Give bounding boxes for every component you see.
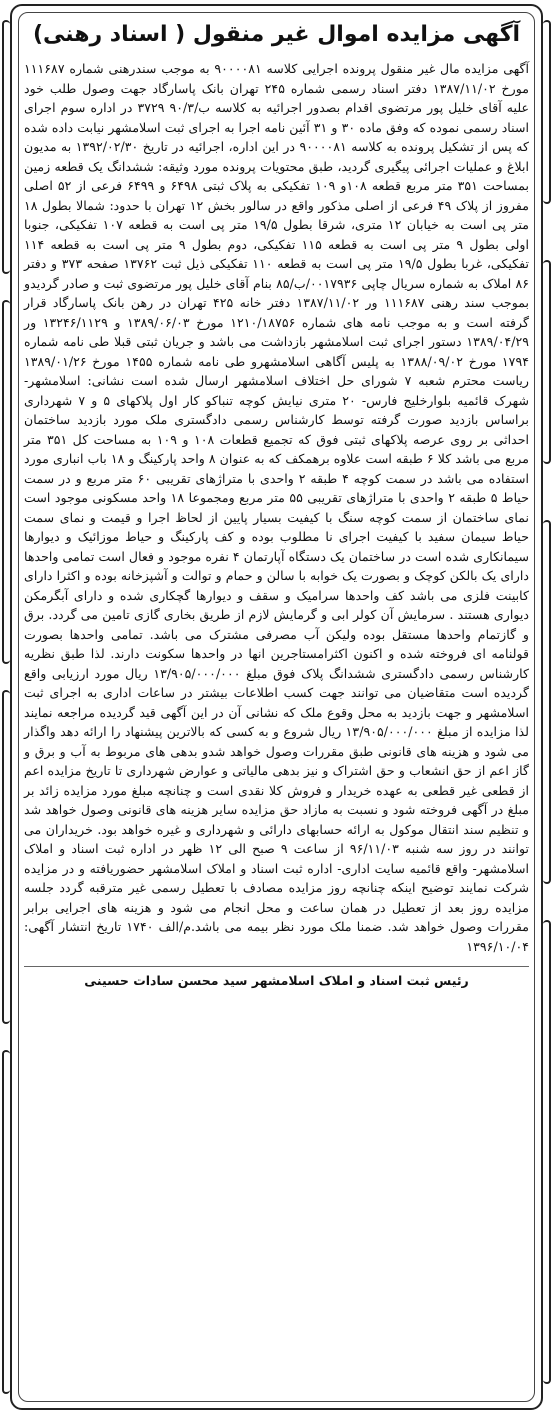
notice-title: آگهی مزایده اموال غیر منقول ( اسناد رهنی) xyxy=(32,22,521,47)
notice-content xyxy=(24,18,529,1394)
bracket-mark xyxy=(543,520,551,884)
notice-signature: رئیس ثبت اسناد و املاک اسلامشهر سید محسن سادات حسینی xyxy=(24,966,529,988)
bracket-mark xyxy=(543,920,551,1384)
notice-body: آگهی مزایده مال غیر منقول پرونده اجرایی کلاسه ۹۰۰۰۰۸۱ به موجب سندرهنی شماره ۱۱۱۶۸۷ مورخ ۱۳۸۷/۱۱/۰۲ دفتر اسناد رسمی شماره ۲۴۵ تهران بانک پاسارگاد جهت وصول طلب خود علیه آقای خلیل پور مرتضوی اقدام بصدور اجرائیه به کلاسه ب/۹۰/۳ ۳۷۲۹ در اداره سوم اجرای اسناد رسمی نموده که وفق ماده ۳۰ و ۳۱ آئین نامه اجرا به اجرای ثبت اسلامشهر نیابت داده شده که پس از تشکیل پرونده به کلاسه ۹۰۰۰۰۸۱ در این اداره، اجرائیه در تاریخ ۱۳۹۲/۰۲/۳۰ به مدیون ابلاغ و عملیات اجرائی پیگیری گردید، طبق محتویات پرونده مورد وثیقه: ششدانگ یک قطعه زمین بمساحت ۳۵۱ متر مربع قطعه ۱۰۸و ۱۰۹ تفکیکی به پلاک ثبتی ۶۴۹۸ و ۶۴۹۹ فرعی از ۵۲ اصلی مفروز از پلاک ۴۹ فرعی از اصلی مذکور واقع در سالور بخش ۱۲ تهران با حدود: شمالا بطول ۱۸ متر پی است به خیابان ۱۲ متری، شرقا بطول ۱۹/۵ متر پی است به قطعه ۱۰۷ تفکیکی، جنوبا اولی بطول ۹ متر پی است به قطعه ۱۱۵ تفکیکی، دوم بطول ۹ متر پی است به قطعه ۱۱۴ تفکیکی، غربا بطول ۱۹/۵ متر پی است به قطعه ۱۱۰ تفکیکی ذیل ثبت ۱۳۷۶۲ صفحه ۳۷۳ و دفتر ۸۶ املاک به شماره سریال چاپی ۰۰۱۷۹۳۶/ب/۸۵ بنام آقای خلیل پور مرتضوی ثبت و صادر گردیدو بموجب سند رهنی ۱۱۱۶۸۷ ور ۱۳۸۷/۱۱/۰۲ دفتر خانه ۴۲۵ تهران در رهن بانک پاسارگاد قرار گرفته است و به موجب نامه های شماره ۱۲۱۰/۱۸۷۵۶ مورخ ۱۳۸۹/۰۶/۰۳ و ۱۳۲۴۶/۱۱۲۹ ور ۱۳۸۹/۰۴/۲۹ دستور اجرای ثبت اسلامشهر بازداشت می باشد و جریان ثبتی قبلا طی نامه شماره ۱۷۹۴ مورخ ۱۳۸۸/۰۹/۰۲ به پلیس آگاهی اسلامشهرو طی نامه شماره ۱۴۵۵ مورخ ۱۳۸۹/۰۱/۲۶ ریاست محترم شعبه ۷ شورای حل اختلاف اسلامشهر ارسال شده است نشانی: اسلامشهر- شهرک قائمیه بلوارخلیج فارس- ۲۰ متری نیایش کوچه تنباکو کار اول پلاکهای ۵ و ۷ شهرداری براساس بازدید صورت گرفته توسط کارشناس رسمی دادگستری ملک مورد بازدید ساختمان احداثی بر روی عرصه پلاکهای ثبتی فوق که تجمیع قطعات ۱۰۸ و ۱۰۹ به مساحت کل ۳۵۱ متر مربع می باشد کلا ۶ طبقه است علاوه برهمکف که به عنوان ۸ واحد پارکینگ و ۱۸ باب انباری مورد استفاده می باشد در سمت کوچه ۴ طبقه ۲ واحدی با متراژهای تقریبی ۶۰ متر مربع و در سمت حیاط ۵ طبقه ۲ واحدی با متراژهای تقریبی ۵۵ متر مربع ومجموعا ۱۸ واحد مسکونی موجود است نمای ساختمان از سمت کوچه سنگ با کیفیت بسیار پایین از لحاظ اجرا و قیمت و نمای سمت حیاط سیمان سفید با کیفیت اجرای نا مطلوب بوده و کف پارکینگ و حیاط موزائیک و دیوارها سیمانکاری شده است در ساختمان یک دستگاه آپارتمان ۴ نفره موجود و فعال است تمامی واحدها دارای یک بالکن کوچک و بصورت یک خوابه با سالن و حمام و توالت و آشپزخانه بوده و اکثرا دارای کابینت فلزی می باشد کف واحدها سرامیک و سقف و دیوارها گچکاری شده و دارای آبگرمکن دیواری هستند . سرمایش آن کولر ابی و گرمایش لازم از طریق بخاری گازی تامین می گردد. برق و گازتمام واحدها مستقل بوده ولیکن آب مصرفی مشترک می باشد. تمامی واحدها بصورت قولنامه ای فروخته شده و اکنون اکثرامستاجرین انها در واحدها سکونت دارند. لذا طبق نظریه کارشناس رسمی دادگستری ششدانگ پلاک فوق مبلغ ۱۳/۹۰۵/۰۰۰/۰۰۰ ریال مورد ارزیابی واقع گردیده است متقاضیان می توانند جهت کسب اطلاعات بیشتر در ساعات اداری به اجرای ثبت اسلامشهر و جهت بازدید به محل وقوع ملک که نشانی آن در این آگهی قید گردیده مراجعه نمایند لذا مزایده از مبلغ ۱۳/۹۰۵/۰۰۰/۰۰۰ ریال شروع و به کسی که بالاترین پیشنهاد را ارائه دهد واگذار می شود و هزینه های قانونی طبق مقررات وصول خواهد شدو بدهی های مربوط به آب و برق و گاز اعم از حق انشعاب و حق اشتراک و نیز بدهی مالیاتی و عوارض شهرداری تا تاریخ مزایده اعم از قطعی غیر قطعی به عهده خریدار و فروش کلا نقدی است و چنانچه مبلغ مورد مزایده زائد بر مبلغ در آگهی فروخته شود و نسبت به مازاد حق مزایده سایر هزینه های قانونی وصول خواهد شد و تنظیم سند انتقال موکول به ارائه حسابهای دارائی و شهرداری و غیره خواهد بود. خریداران می توانند در روز سه شنبه ۹۶/۱۱/۰۳ از ساعت ۹ صبح الی ۱۲ ظهر در اداره ثبت اسناد و املاک اسلامشهر- واقع قائمیه سایت اداری- اداره ثبت اسناد و املاک اسلامشهر حضوریافته و در مزایده شرکت نمایند توضیح اینکه چنانچه روز مزایده مصادف با تعطیل رسمی غیر مترقبه گردد جلسه مزایده روز بعد از تعطیل در همان ساعت و محل انجام می شود و هزینه های اجرایی برابر مقررات وصول خواهد شد. ضمنا ملک مورد نظر بیمه می باشد.م/الف ۱۷۴۰ تاریخ انتشار آگهی: ۱۳۹۶/۱۰/۰۴ xyxy=(24,61,530,954)
bracket-mark xyxy=(543,260,551,464)
bracket-mark xyxy=(543,20,551,204)
bracket-mark xyxy=(2,20,10,274)
left-margin-brackets xyxy=(0,0,8,1414)
bracket-mark xyxy=(2,1050,10,1394)
right-margin-brackets xyxy=(545,0,553,1414)
bracket-mark xyxy=(2,690,10,1024)
bracket-mark xyxy=(2,300,10,664)
